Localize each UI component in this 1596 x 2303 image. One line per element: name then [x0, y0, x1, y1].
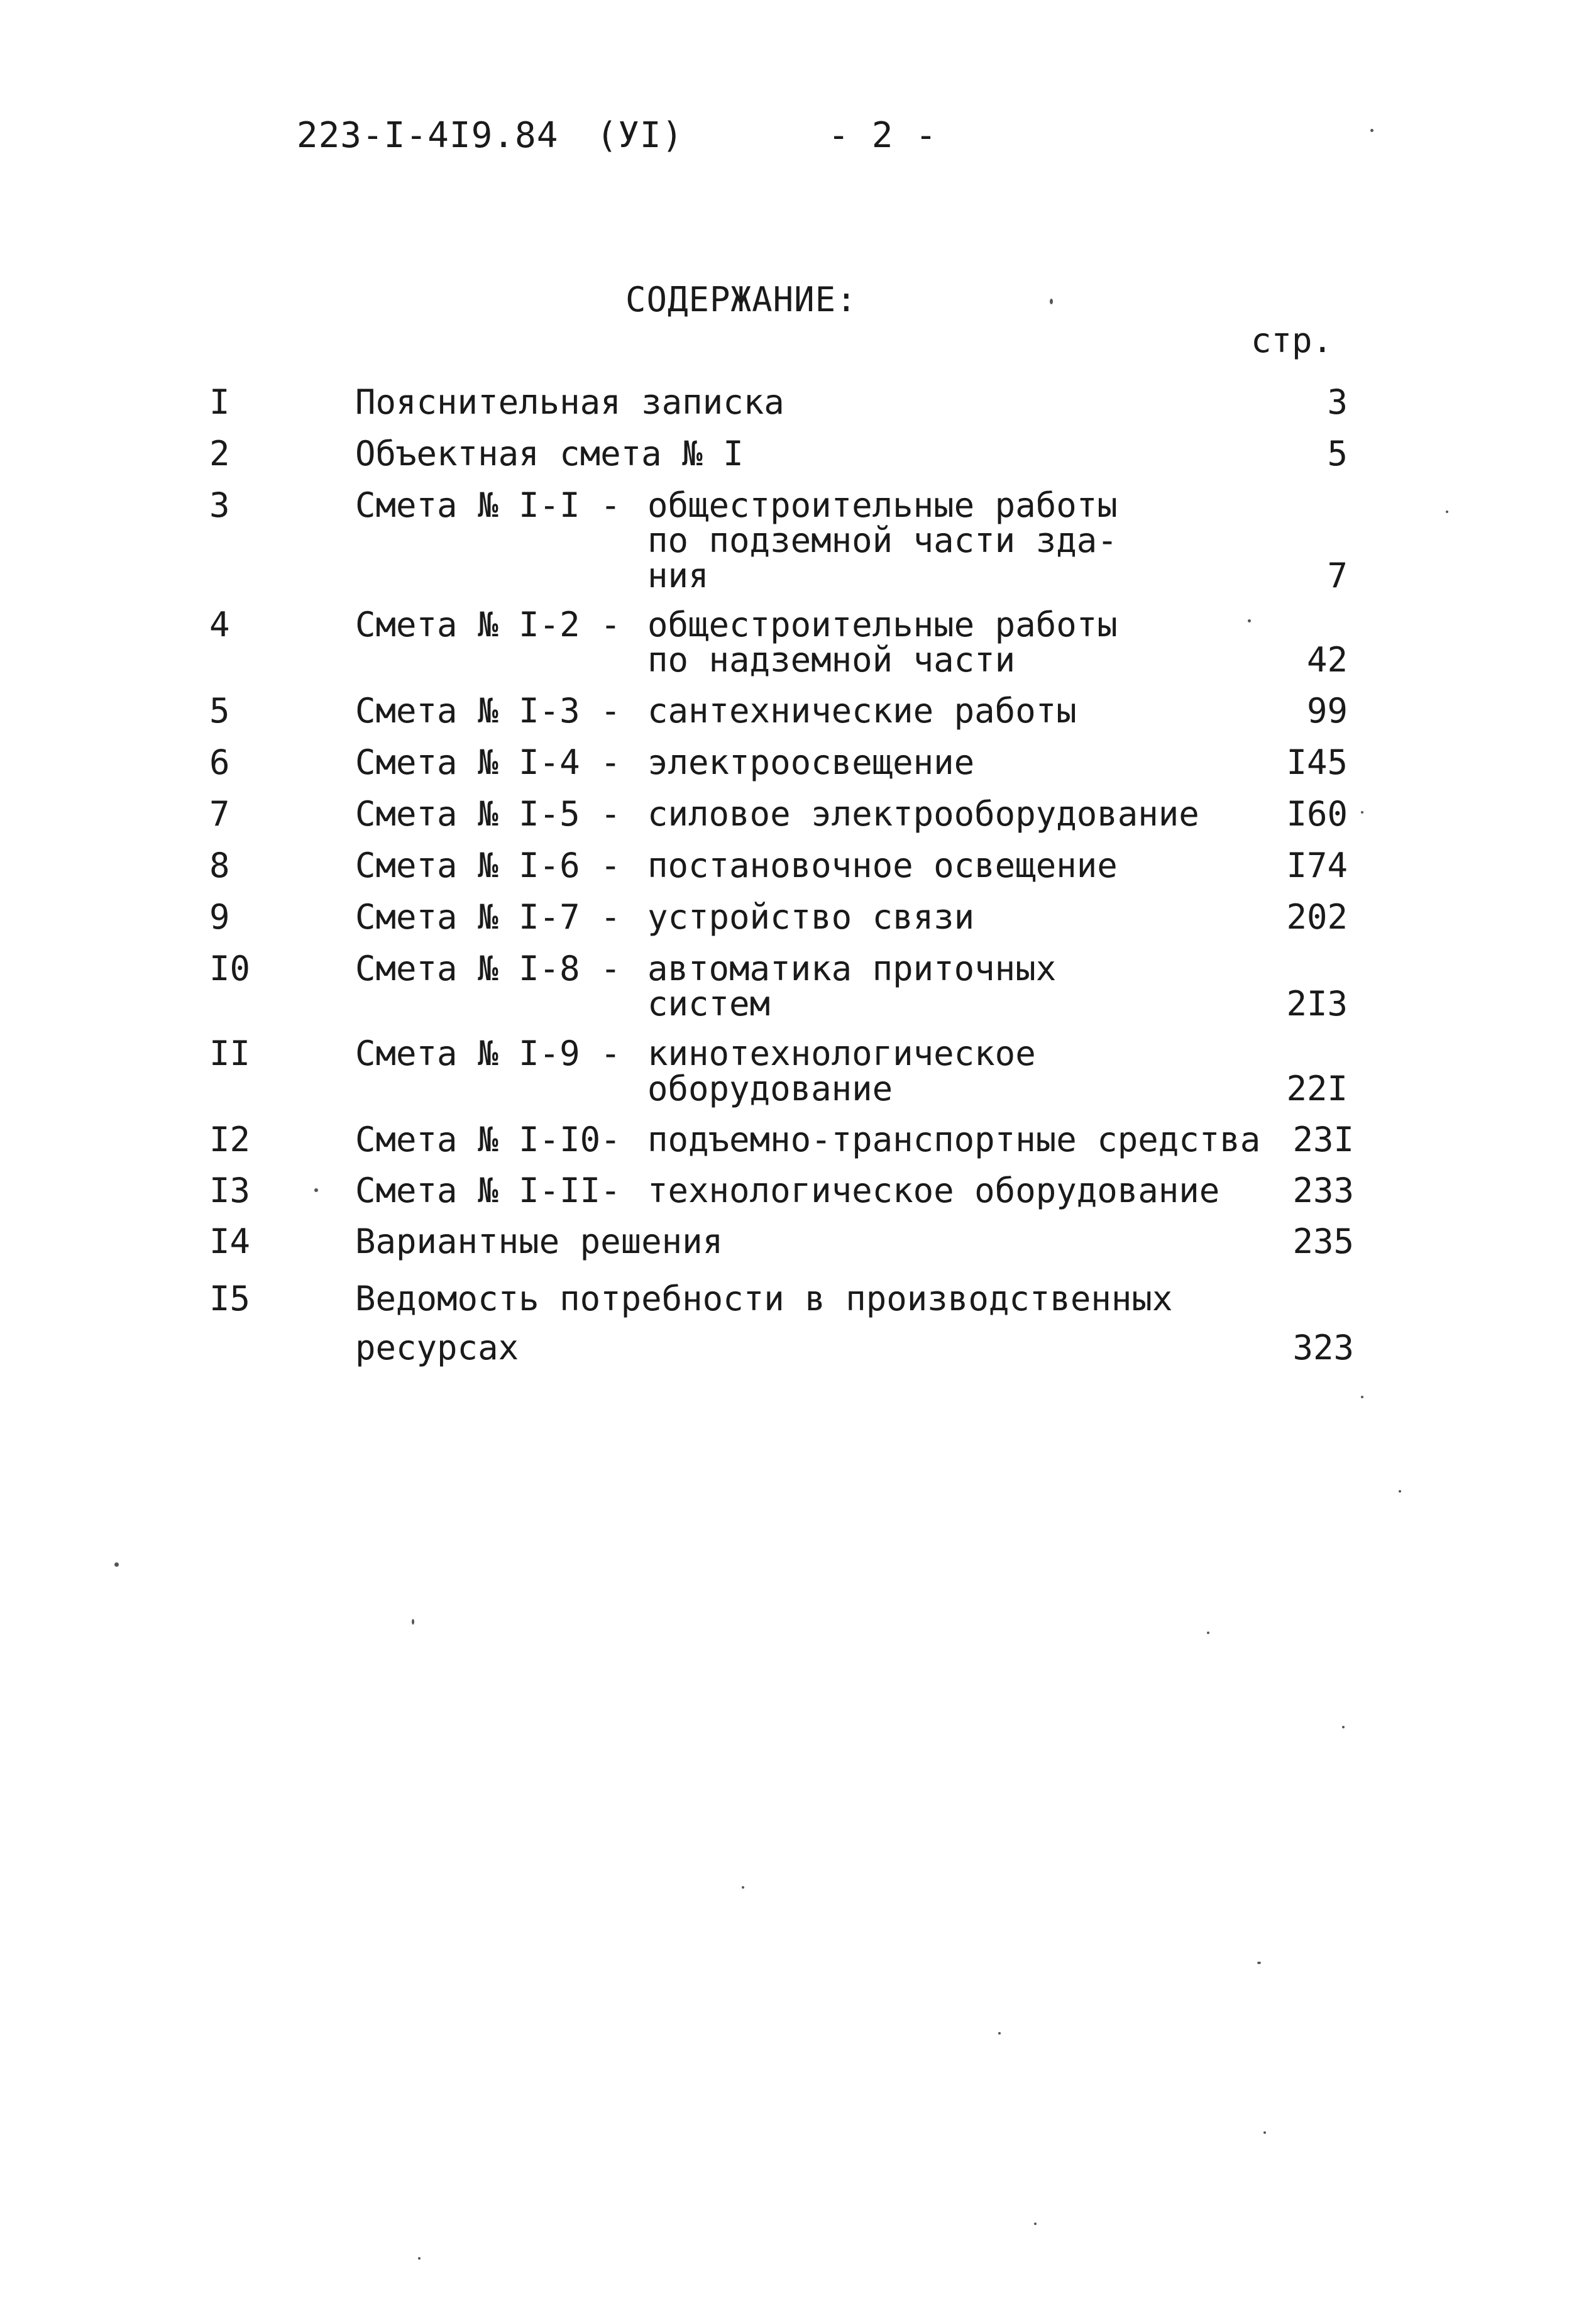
toc-entry-title: кинотехнологическое оборудование: [647, 1034, 1036, 1108]
pages-column-label: стр.: [1251, 321, 1333, 360]
toc-entry-title: постановочное освещение: [647, 846, 1118, 885]
toc-entry-prefix: Смета № I-5 -: [355, 794, 621, 834]
toc-entry-page: 7: [1327, 556, 1348, 595]
toc-entry-number: II: [209, 1034, 251, 1073]
toc-title: СОДЕРЖАНИЕ:: [625, 280, 857, 319]
scan-speck: [1446, 511, 1448, 513]
scan-speck: [418, 2257, 421, 2260]
toc-entry-page: 5: [1327, 434, 1348, 473]
toc-entry-title: подъемно-транспортные средства: [647, 1120, 1261, 1159]
toc-entry-page: 233: [1292, 1171, 1354, 1210]
toc-entry-number: I2: [209, 1120, 251, 1159]
toc-entry-title: автоматика приточных систем: [647, 949, 1057, 1024]
toc-entry-prefix: Смета № I-I -: [355, 485, 621, 525]
toc-entry-title: силовое электрооборудование: [647, 794, 1199, 834]
scan-speck: [1050, 299, 1053, 304]
document-header: [209, 74, 937, 197]
toc-entry-page: 23I: [1292, 1120, 1354, 1159]
page-number: - 2 -: [828, 115, 937, 156]
toc-entry-title: общестроительные работы по подземной части зда- ния: [647, 485, 1118, 595]
toc-entry-title: Объектная смета № I: [355, 434, 744, 473]
scan-speck: [1361, 811, 1363, 814]
scan-speck: [1263, 2131, 1266, 2134]
toc-entry-page: 323: [1292, 1328, 1354, 1367]
scan-speck: [1370, 129, 1373, 132]
toc-entry-prefix: Смета № I-II-: [355, 1171, 621, 1210]
toc-entry-number: 3: [209, 485, 230, 525]
scan-speck: [1248, 619, 1251, 622]
document-code: 223-I-4I9.84: [296, 115, 559, 156]
scan-speck: [998, 2032, 1001, 2035]
toc-entry-prefix: Смета № I-2 -: [355, 605, 621, 644]
toc-entry-page: I45: [1286, 743, 1348, 782]
scan-speck: [1034, 2223, 1037, 2225]
toc-entry-prefix: Смета № I-3 -: [355, 691, 621, 731]
toc-entry-number: I3: [209, 1171, 251, 1210]
toc-entry-title: технологическое оборудование: [647, 1171, 1220, 1210]
toc-entry-title: сантехнические работы: [647, 691, 1077, 731]
toc-entry-title: Ведомость потребности в производственных ресурсах: [355, 1279, 1173, 1367]
toc-entry-title: Вариантные решения: [355, 1222, 724, 1261]
toc-entry-page: 3: [1327, 382, 1348, 422]
toc-entry-page: 202: [1286, 897, 1348, 937]
toc-entry-page: 42: [1306, 640, 1348, 680]
scan-speck: [314, 1188, 318, 1192]
scan-speck: [742, 1886, 744, 1889]
scan-speck: [1207, 1632, 1209, 1634]
toc-entry-page: I60: [1286, 794, 1348, 834]
toc-entry-prefix: Смета № I-I0-: [355, 1120, 621, 1159]
toc-entry-title: устройство связи: [647, 897, 975, 937]
scan-speck: [1361, 1396, 1363, 1398]
toc-entry-page: 99: [1306, 691, 1348, 731]
toc-entry-number: 2: [209, 434, 230, 473]
toc-entry-title: общестроительные работы по надземной части: [647, 605, 1118, 680]
scan-speck: [412, 1619, 414, 1625]
toc-entry-page: I74: [1286, 846, 1348, 885]
scan-speck: [1342, 1726, 1345, 1728]
toc-entry-title: Пояснительная записка: [355, 382, 784, 422]
toc-entry-number: 5: [209, 691, 230, 731]
toc-entry-prefix: Смета № I-6 -: [355, 846, 621, 885]
toc-entry-page: 235: [1292, 1222, 1354, 1261]
toc-entry-page: 22I: [1286, 1069, 1348, 1108]
toc-entry-page: 2I3: [1286, 984, 1348, 1024]
toc-entry-number: 9: [209, 897, 230, 937]
scan-speck: [1257, 1962, 1261, 1964]
toc-entry-prefix: Смета № I-9 -: [355, 1034, 621, 1073]
document-volume: (УI): [596, 115, 684, 156]
toc-entry-number: I4: [209, 1222, 251, 1261]
toc-entry-number: 8: [209, 846, 230, 885]
toc-entry-prefix: Смета № I-4 -: [355, 743, 621, 782]
toc-entry-number: I0: [209, 949, 251, 988]
toc-entry-number: 6: [209, 743, 230, 782]
scan-speck: [1399, 1490, 1401, 1493]
toc-entry-number: I: [209, 382, 230, 422]
toc-entry-number: I5: [209, 1279, 251, 1318]
toc-entry-number: 7: [209, 794, 230, 834]
toc-entry-prefix: Смета № I-7 -: [355, 897, 621, 937]
scan-speck: [114, 1562, 119, 1567]
toc-entry-prefix: Смета № I-8 -: [355, 949, 621, 988]
toc-entry-title: электроосвещение: [647, 743, 975, 782]
toc-entry-number: 4: [209, 605, 230, 644]
